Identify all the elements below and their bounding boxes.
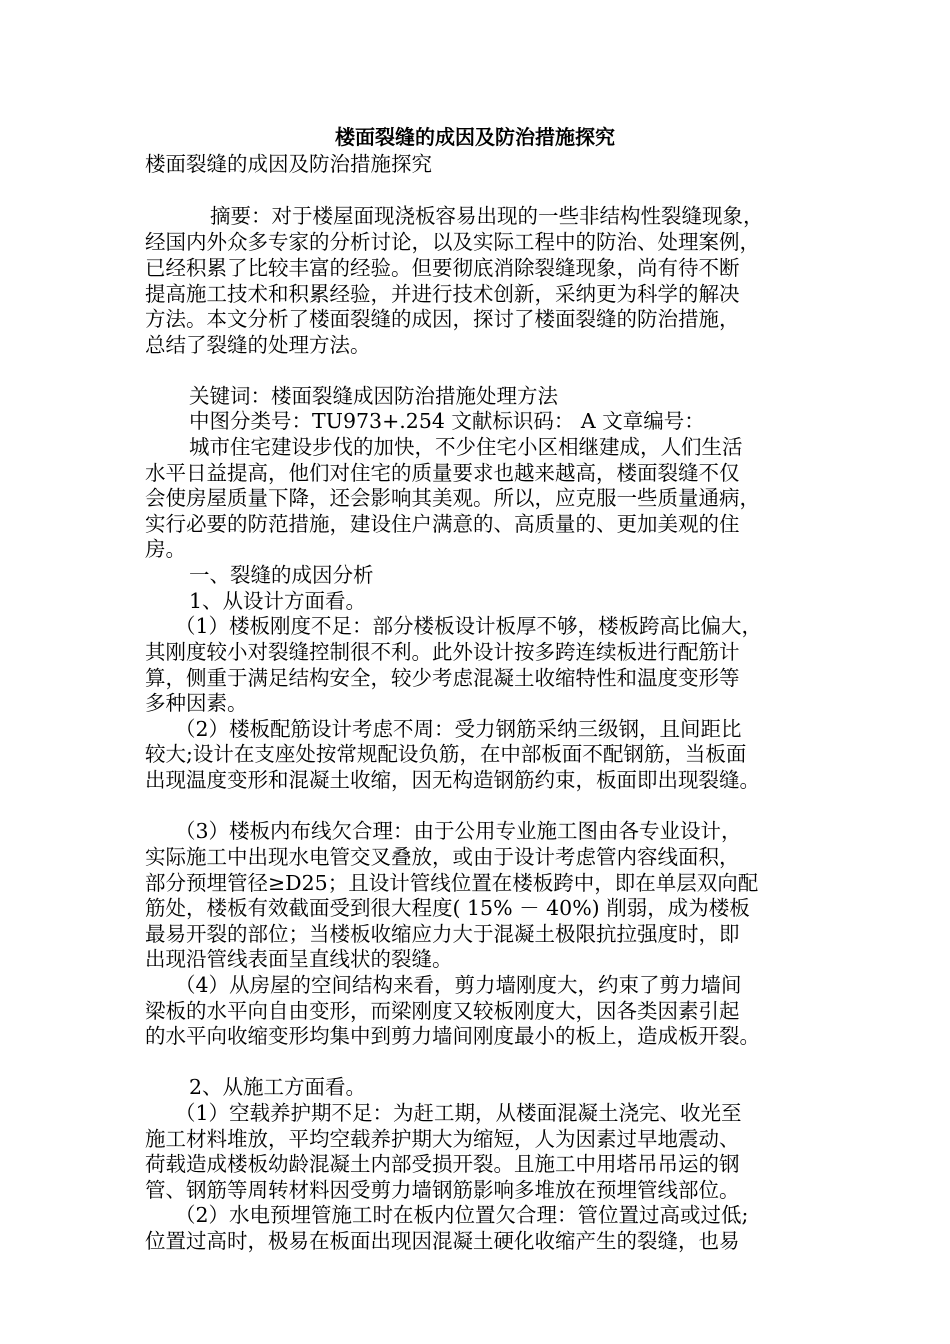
body-line: （1）空载养护期不足：为赶工期，从楼面混凝土浇完、收光至 (175, 1101, 742, 1125)
document-title: 楼面裂缝的成因及防治措施探究 (335, 125, 615, 149)
body-line: 施工材料堆放，平均空载养护期大为缩短，人为因素过早地震动、 (145, 1127, 740, 1151)
subsection-heading: 1、从设计方面看。 (189, 589, 367, 613)
body-line: 位置过高时，极易在板面出现因混凝土硬化收缩产生的裂缝，也易 (145, 1229, 740, 1253)
body-line: 部分预埋管径≥D25；且设计管线位置在楼板跨中，即在单层双向配 (145, 871, 759, 895)
abstract-line: 摘要：对于楼屋面现浇板容易出现的一些非结构性裂缝现象， (210, 204, 764, 228)
body-line: 会使房屋质量下降，还会影响其美观。所以，应克服一些质量通病， (145, 486, 760, 510)
classification-line: 中图分类号：TU973+.254 文献标识码： A 文章编号： (189, 409, 705, 433)
body-line: 出现沿管线表面呈直线状的裂缝。 (145, 947, 453, 971)
body-line: 实行必要的防范措施，建设住户满意的、高质量的、更加美观的住 (145, 512, 740, 536)
body-line: 其刚度较小对裂缝控制很不利。此外设计按多跨连续板进行配筋计 (145, 640, 740, 664)
abstract-line: 已经积累了比较丰富的经验。但要彻底消除裂缝现象，尚有待不断 (145, 256, 740, 280)
body-line: （2）楼板配筋设计考虑不周：受力钢筋采纳三级钢，且间距比 (175, 717, 742, 741)
body-line: 房。 (145, 537, 186, 561)
abstract-line: 方法。本文分析了楼面裂缝的成因，探讨了楼面裂缝的防治措施， (145, 307, 740, 331)
body-line: 最易开裂的部位；当楼板收缩应力大于混凝土极限抗拉强度时，即 (145, 922, 740, 946)
body-line: 算，侧重于满足结构安全，较少考虑混凝土收缩特性和温度变形等 (145, 666, 740, 690)
body-line: （4）从房屋的空间结构来看，剪力墙刚度大，约束了剪力墙间 (175, 973, 742, 997)
abstract-line: 经国内外众多专家的分析讨论，以及实际工程中的防治、处理案例， (145, 230, 760, 254)
body-line: 较大;设计在支座处按常规配设负筋，在中部板面不配钢筋，当板面 (145, 742, 747, 766)
body-line: 多种因素。 (145, 691, 248, 715)
body-line: （2）水电预埋管施工时在板内位置欠合理：管位置过高或过低; (175, 1203, 749, 1227)
subtitle-line: 楼面裂缝的成因及防治措施探究 (145, 152, 432, 176)
body-line: 城市住宅建设步伐的加快，不少住宅小区相继建成，人们生活 (189, 435, 743, 459)
abstract-line: 提高施工技术和积累经验，并进行技术创新，采纳更为科学的解决 (145, 282, 740, 306)
body-line: 水平日益提高，他们对住宅的质量要求也越来越高，楼面裂缝不仅 (145, 461, 740, 485)
body-line: （3）楼板内布线欠合理：由于公用专业施工图由各专业设计， (175, 819, 742, 843)
body-line: 荷载造成楼板幼龄混凝土内部受损开裂。且施工中用塔吊吊运的钢 (145, 1152, 740, 1176)
body-line: 的水平向收缩变形均集中到剪力墙间刚度最小的板上，造成板开裂。 (145, 1024, 760, 1048)
body-line: （1）楼板刚度不足：部分楼板设计板厚不够，楼板跨高比偏大， (175, 614, 763, 638)
body-line: 管、钢筋等周转材料因受剪力墙钢筋影响多堆放在预埋管线部位。 (145, 1178, 740, 1202)
body-line: 出现温度变形和混凝土收缩，因无构造钢筋约束，板面即出现裂缝。 (145, 768, 760, 792)
keywords-line: 关键词：楼面裂缝成因防治措施处理方法 (189, 384, 558, 408)
section-heading: 一、裂缝的成因分析 (189, 563, 374, 587)
abstract-line: 总结了裂缝的处理方法。 (145, 333, 371, 357)
body-line: 梁板的水平向自由变形，而梁刚度又较板刚度大，因各类因素引起 (145, 999, 740, 1023)
subsection-heading: 2、从施工方面看。 (189, 1075, 367, 1099)
body-line: 实际施工中出现水电管交叉叠放，或由于设计考虑管内容线面积， (145, 845, 740, 869)
body-line: 筋处，楼板有效截面受到很大程度( 15% － 40%) 削弱，成为楼板 (145, 896, 750, 920)
